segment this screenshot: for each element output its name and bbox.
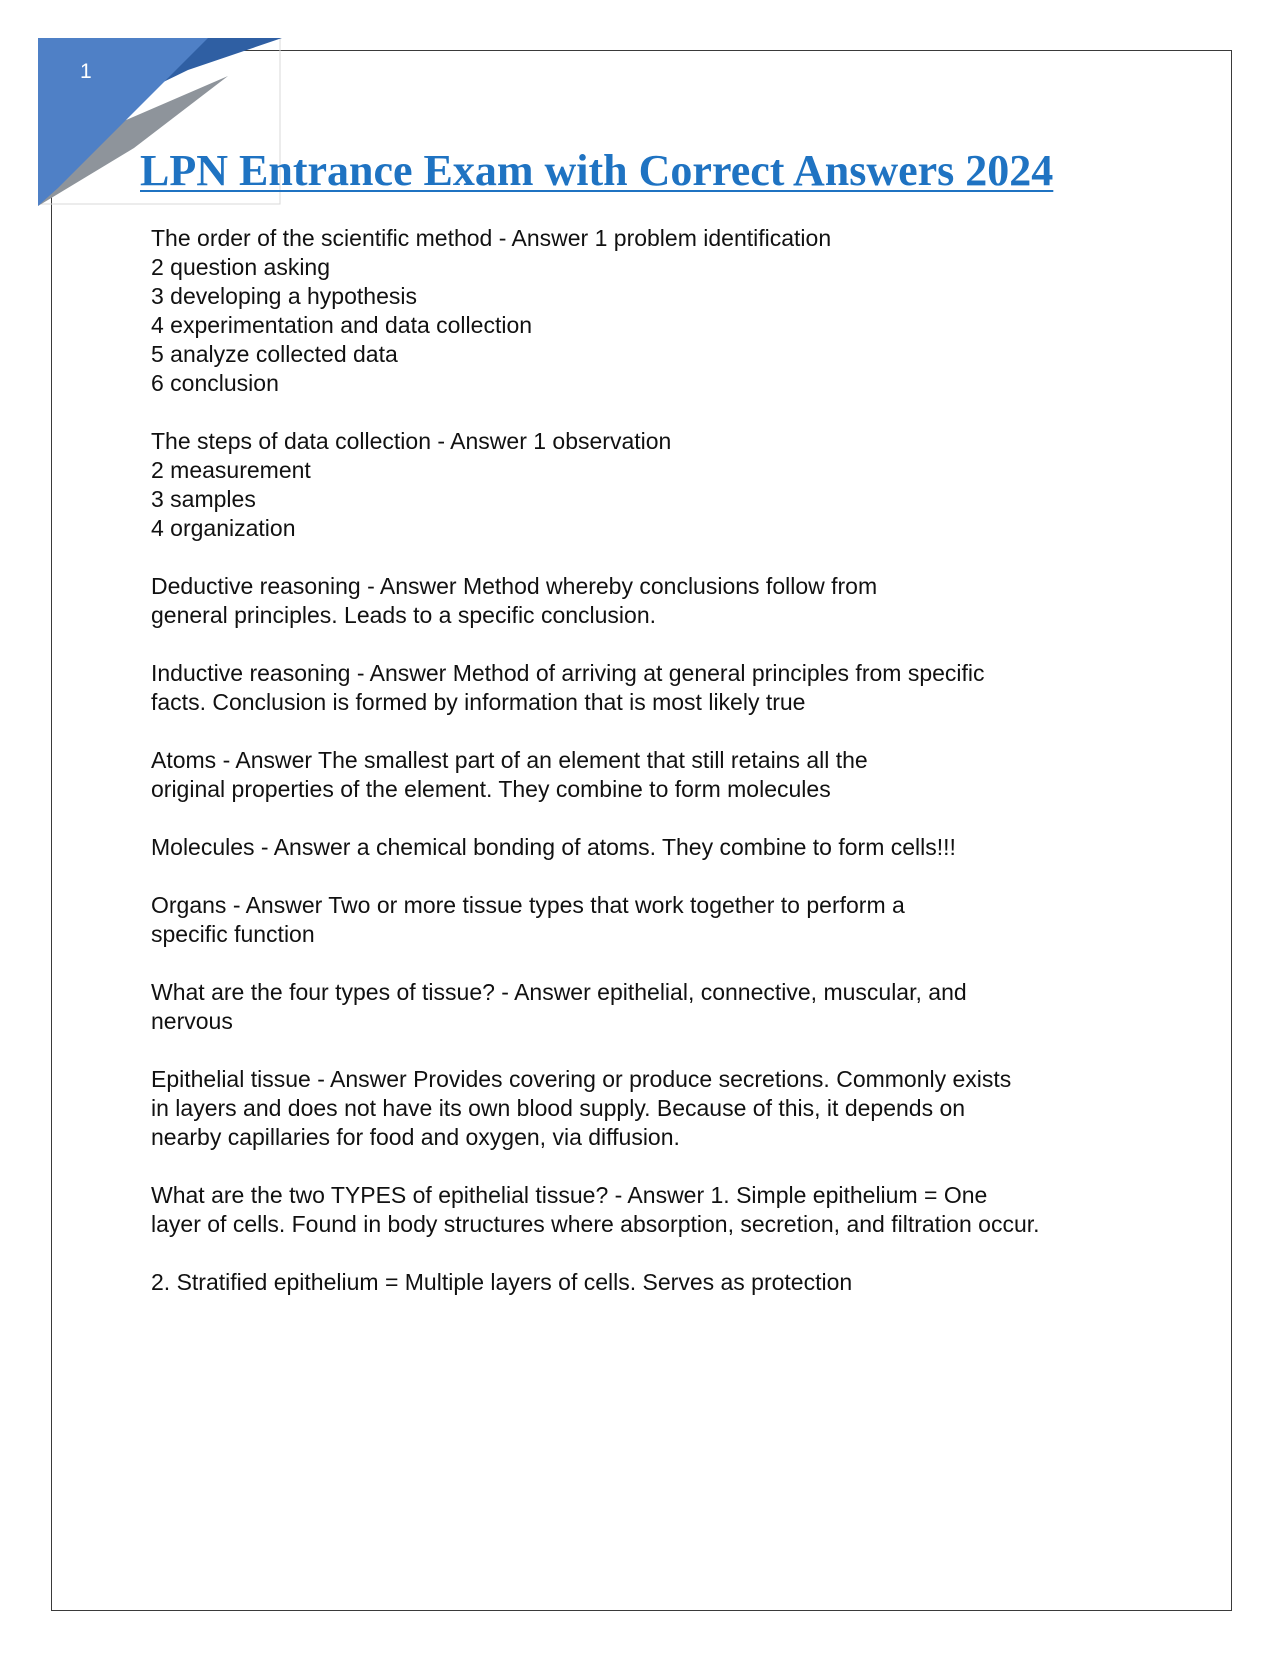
qa-item	[151, 891, 1151, 949]
qa-item	[151, 833, 1151, 862]
qa-item	[151, 1181, 1151, 1239]
qa-line: What are the two TYPES of epithelial tissue? - Answer 1. Simple epithelium = One	[151, 1182, 988, 1208]
qa-line: Atoms - Answer The smallest part of an element that still retains all the	[151, 747, 868, 773]
qa-item	[151, 427, 1151, 543]
qa-line: specific function	[151, 921, 315, 947]
qa-item	[151, 978, 1151, 1036]
qa-line: Inductive reasoning - Answer Method of arriving at general principles from specific	[151, 660, 985, 686]
qa-line: general principles. Leads to a specific conclusion.	[151, 602, 657, 628]
qa-item	[151, 1268, 1151, 1297]
qa-line: layer of cells. Found in body structures where absorption, secretion, and filtration occur.	[151, 1211, 1040, 1237]
qa-item	[151, 224, 1151, 398]
qa-line: nearby capillaries for food and oxygen, via diffusion.	[151, 1124, 680, 1150]
qa-line: 5 analyze collected data	[151, 341, 398, 367]
qa-line: The order of the scientific method - Answer 1 problem identification	[151, 225, 832, 251]
qa-line: 4 organization	[151, 515, 296, 541]
qa-line: facts. Conclusion is formed by information that is most likely true	[151, 689, 806, 715]
qa-line: Deductive reasoning - Answer Method whereby conclusions follow from	[151, 573, 878, 599]
qa-line: 2 question asking	[151, 254, 331, 280]
question-answer-list	[151, 224, 1151, 1326]
qa-line: 3 developing a hypothesis	[151, 283, 417, 309]
qa-line: in layers and does not have its own blood supply. Because of this, it depends on	[151, 1095, 966, 1121]
qa-item	[151, 746, 1151, 804]
page-number: 1	[80, 60, 92, 83]
qa-line: 6 conclusion	[151, 370, 279, 396]
qa-line: 2. Stratified epithelium = Multiple layers of cells. Serves as protection	[151, 1269, 853, 1295]
qa-line: What are the four types of tissue? - Answer epithelial, connective, muscular, and	[151, 979, 967, 1005]
qa-item	[151, 572, 1151, 630]
page-title: LPN Entrance Exam with Correct Answers 2024	[140, 146, 1054, 195]
qa-line: The steps of data collection - Answer 1 observation	[151, 428, 672, 454]
qa-line: 2 measurement	[151, 457, 311, 483]
qa-line: 4 experimentation and data collection	[151, 312, 533, 338]
qa-item	[151, 659, 1151, 717]
qa-line: original properties of the element. They combine to form molecules	[151, 776, 831, 802]
qa-line: Molecules - Answer a chemical bonding of atoms. They combine to form cells!!!	[151, 834, 956, 860]
qa-line: Organs - Answer Two or more tissue types that work together to perform a	[151, 892, 905, 918]
qa-line: 3 samples	[151, 486, 256, 512]
qa-line: nervous	[151, 1008, 233, 1034]
qa-line: Epithelial tissue - Answer Provides covering or produce secretions. Commonly exists	[151, 1066, 1012, 1092]
qa-item	[151, 1065, 1151, 1152]
